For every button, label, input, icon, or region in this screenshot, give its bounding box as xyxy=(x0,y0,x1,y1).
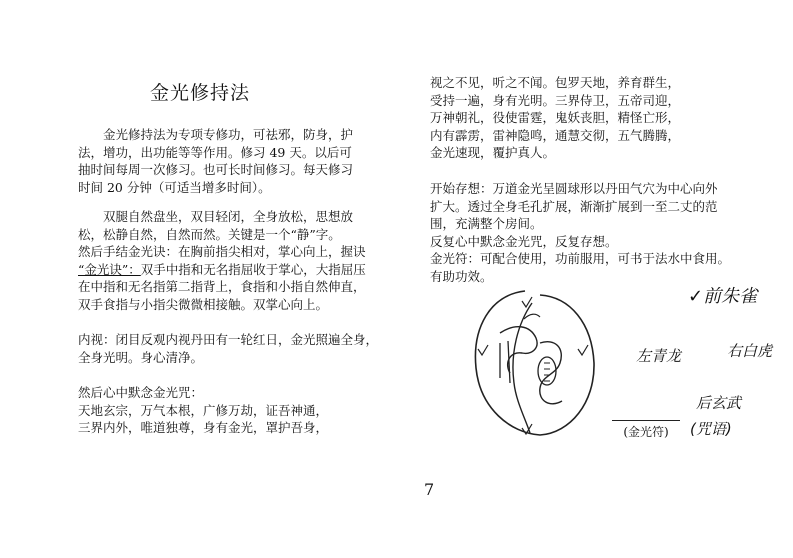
jue-label: “金光诀”： xyxy=(78,261,141,277)
text-line: 在中指和无名指第二指背上，食指和小指自然伸直， xyxy=(78,279,366,294)
cunxiang-paragraph xyxy=(430,180,750,285)
text-line: 内视：闭目反观内视丹田有一轮红日，金光照遍全身， xyxy=(78,332,379,347)
text-line: 反复心中默念金光咒，反复存想。 xyxy=(430,233,618,249)
text-line: 全身光明。身心清净。 xyxy=(78,349,204,365)
text-line: 抽时间每周一次修习。也可长时间修习。每天修习 xyxy=(78,162,354,177)
text-line: 有助功效。 xyxy=(430,268,493,284)
text-line: 开始存想：万道金光呈圆球形以丹田气穴为中心向外 xyxy=(430,181,718,196)
text-line: 时间 20 分钟（可适当增多时间）。 xyxy=(78,179,271,195)
text-line: 万神朝礼，役使雷霆，鬼妖丧胆，精怪亡形， xyxy=(430,110,681,125)
text-line: 金光速现，覆护真人。 xyxy=(430,145,556,160)
back-label: 后玄武 xyxy=(696,394,742,412)
intro-paragraph xyxy=(78,126,396,196)
talisman-caption: (金光符) xyxy=(612,420,680,440)
text-line: 金光符：可配合使用，功前服用，可书于法水中食用。 xyxy=(430,251,731,266)
text-line: 松，松静自然，自然而然。关键是一个“静”字。 xyxy=(78,226,341,242)
text-line: 然后心中默念金光咒： xyxy=(78,385,204,400)
text-line: 围，充满整个房间。 xyxy=(430,216,543,231)
text-line: 双手食指与小指尖微微相接触。双掌心向上。 xyxy=(78,296,329,312)
text-line: 扩大。透过全身毛孔扩展，渐渐扩展到一至二丈的范 xyxy=(430,198,718,214)
talisman-drawing xyxy=(470,283,600,443)
text-line: 双腿自然盘坐，双目轻闭，全身放松，思想放 xyxy=(103,209,354,224)
text-line: 然后手结金光诀：在胸前指尖相对，掌心向上，握诀 xyxy=(78,244,366,259)
text-line: 金光修持法为专项专修功，可祛邪，防身，护 xyxy=(103,127,354,142)
page-number: 7 xyxy=(424,480,435,499)
page-title: 金光修持法 xyxy=(150,82,251,104)
text-line: 法，增功，出功能等等作用。修习 49 天。以后可 xyxy=(78,144,352,160)
right-label: 右白虎 xyxy=(727,342,773,360)
text-line: 天地玄宗，万气本根，广修万劫，证吾神通， xyxy=(78,402,329,418)
text-line xyxy=(78,261,396,279)
text-span: 双手中指和无名指屈收于掌心，大指屈压 xyxy=(140,261,366,277)
text-line: 内有霹雳，雷神隐鸣，通慧交彻，五气腾腾， xyxy=(430,127,681,143)
text-line: 受持一遍，身有光明。三界侍卫，五帝司迎， xyxy=(430,92,681,108)
mantra-continued xyxy=(430,74,750,162)
posture-paragraph xyxy=(78,208,396,313)
mantra-note: (咒语) xyxy=(690,420,732,438)
left-label: 左青龙 xyxy=(636,347,682,365)
text-line: 视之不见，听之不闻。包罗天地，养育群生， xyxy=(430,75,681,90)
mantra-paragraph xyxy=(78,384,396,437)
text-line: 三界内外，唯道独尊，身有金光，罩护吾身， xyxy=(78,420,329,435)
neishi-paragraph xyxy=(78,331,396,366)
front-label: ✓前朱雀 xyxy=(688,286,758,307)
